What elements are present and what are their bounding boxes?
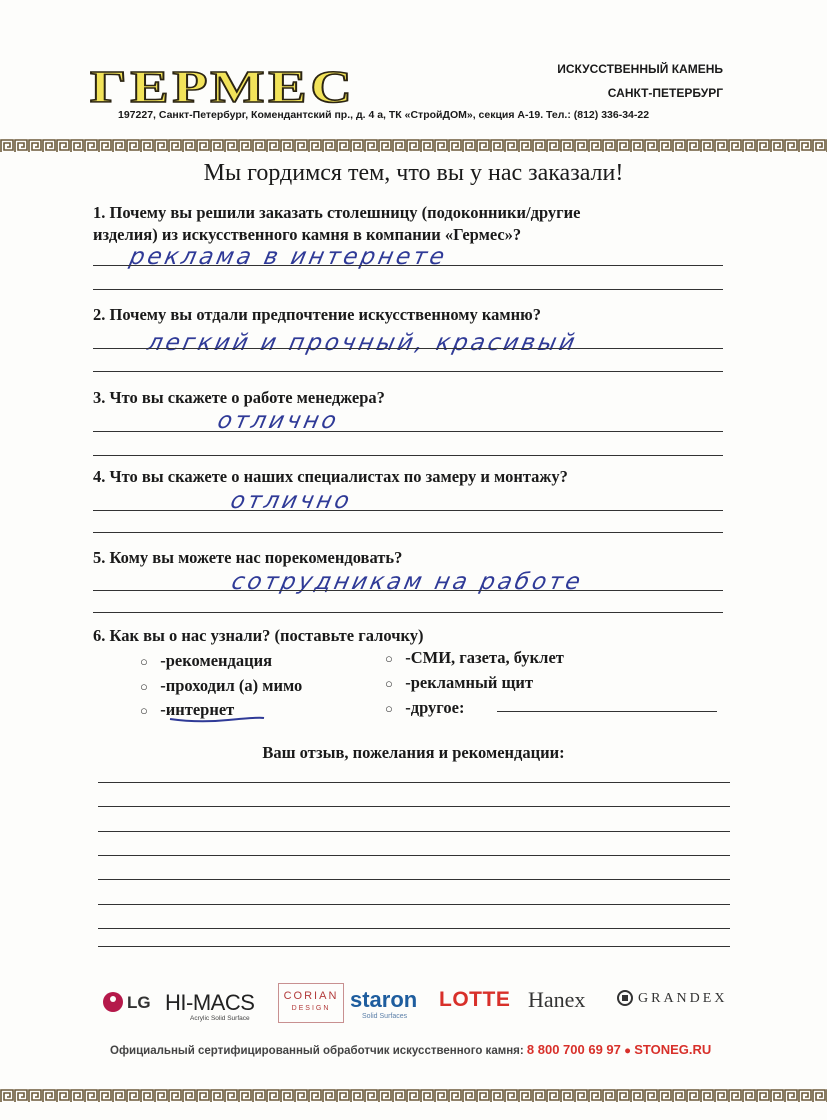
bottom-meander-border [0, 1089, 827, 1103]
answer-5: сотрудникам на работе [229, 569, 586, 595]
feedback-line[interactable] [98, 904, 730, 905]
staron-subtitle: Solid Surfaces [362, 1013, 408, 1020]
radio-bullet-icon: ○ [385, 701, 393, 716]
question-3: 3. Что вы скажете о работе менеджера? [93, 388, 385, 407]
other-answer-line[interactable] [497, 711, 717, 712]
footer-site-link[interactable]: STONEG.RU [634, 1042, 712, 1057]
answer-line [93, 265, 723, 266]
lg-brand: LG [127, 993, 151, 1012]
grandex-logo-icon [617, 990, 633, 1006]
feedback-line[interactable] [98, 855, 730, 856]
option-media[interactable] [385, 648, 564, 668]
question-6: 6. Как вы о нас узнали? (поставьте галочку) [93, 626, 424, 645]
answer-1: реклама в интернете [127, 244, 450, 270]
option-label: -интернет [160, 700, 235, 719]
question-1-line-2: изделия) из искусственного камня в компании «Гермес»? [93, 225, 522, 244]
option-label: -СМИ, газета, буклет [405, 648, 564, 667]
feedback-line[interactable] [98, 782, 730, 783]
option-billboard[interactable] [385, 673, 533, 693]
company-address: 197227, Санкт-Петербург, Комендантский пр., д. 4 а, ТК «СтройДОМ», секция А-19. Тел.: (812) 336-34-22 [118, 109, 650, 121]
grandex-brand: GRANDEX [638, 991, 728, 1006]
answer-line [93, 510, 723, 511]
tagline-artificial-stone: ИСКУССТВЕННЫЙ КАМЕНЬ [557, 62, 723, 76]
feedback-title: Ваш отзыв, пожелания и рекомендации: [262, 743, 565, 762]
himacs-brand: HI-MACS [165, 990, 255, 1015]
feedback-line[interactable] [98, 806, 730, 807]
handwritten-check-mark [168, 712, 268, 724]
lg-logo-icon [103, 992, 123, 1012]
feedback-line[interactable] [98, 879, 730, 880]
corian-logo-frame [278, 983, 344, 1023]
footer-caption: Официальный сертифицированный обработчик искусственного камня: [110, 1045, 524, 1057]
radio-bullet-icon: ○ [140, 679, 148, 694]
page-title: Мы гордимся тем, что вы у нас заказали! [203, 160, 624, 186]
radio-bullet-icon: ○ [385, 651, 393, 666]
corian-brand: CORIAN [283, 990, 339, 1002]
footer-text [110, 1042, 711, 1057]
lotte-brand: LOTTE [439, 988, 511, 1011]
top-meander-border [0, 139, 827, 153]
radio-bullet-icon: ○ [385, 676, 393, 691]
option-label: -проходил (а) мимо [160, 676, 303, 695]
company-logo: ГЕРМЕС [90, 61, 356, 112]
hanex-brand: Hanex [528, 987, 586, 1012]
answer-line [93, 348, 723, 349]
answer-line [93, 590, 723, 591]
answer-2: легкий и прочный, красивый [145, 330, 580, 356]
question-2: 2. Почему вы отдали предпочтение искусственному камню? [93, 305, 542, 324]
tagline-city: САНКТ-ПЕТЕРБУРГ [607, 86, 723, 100]
feedback-line[interactable] [98, 928, 730, 929]
answer-line [93, 289, 723, 290]
option-label: -рекламный щит [405, 673, 534, 692]
question-4: 4. Что вы скажете о наших специалистах по замеру и монтажу? [93, 467, 568, 486]
option-passed-by[interactable] [140, 676, 302, 696]
footer-dot-icon: ● [624, 1045, 632, 1057]
question-1-line-1: 1. Почему вы решили заказать столешницу (подоконники/другие [93, 203, 581, 222]
corian-subtitle: DESIGN [291, 1005, 331, 1012]
staron-brand: staron [350, 987, 418, 1012]
answer-line [93, 371, 723, 372]
answer-line [93, 532, 723, 533]
option-label: -рекомендация [160, 651, 273, 670]
answer-line [93, 455, 723, 456]
feedback-line[interactable] [98, 946, 730, 947]
answer-4: отлично [228, 488, 355, 514]
option-other[interactable] [385, 698, 464, 718]
radio-bullet-icon: ○ [140, 654, 148, 669]
feedback-line[interactable] [98, 831, 730, 832]
option-recommendation[interactable] [140, 651, 272, 671]
himacs-subtitle: Acrylic Solid Surface [190, 1015, 250, 1022]
footer-phone: 8 800 700 69 97 [526, 1042, 621, 1057]
answer-line [93, 612, 723, 613]
answer-3: отлично [215, 408, 342, 434]
question-5: 5. Кому вы можете нас порекомендовать? [93, 548, 403, 567]
answer-line [93, 431, 723, 432]
option-label: -другое: [405, 698, 465, 717]
radio-bullet-icon: ○ [140, 703, 148, 718]
